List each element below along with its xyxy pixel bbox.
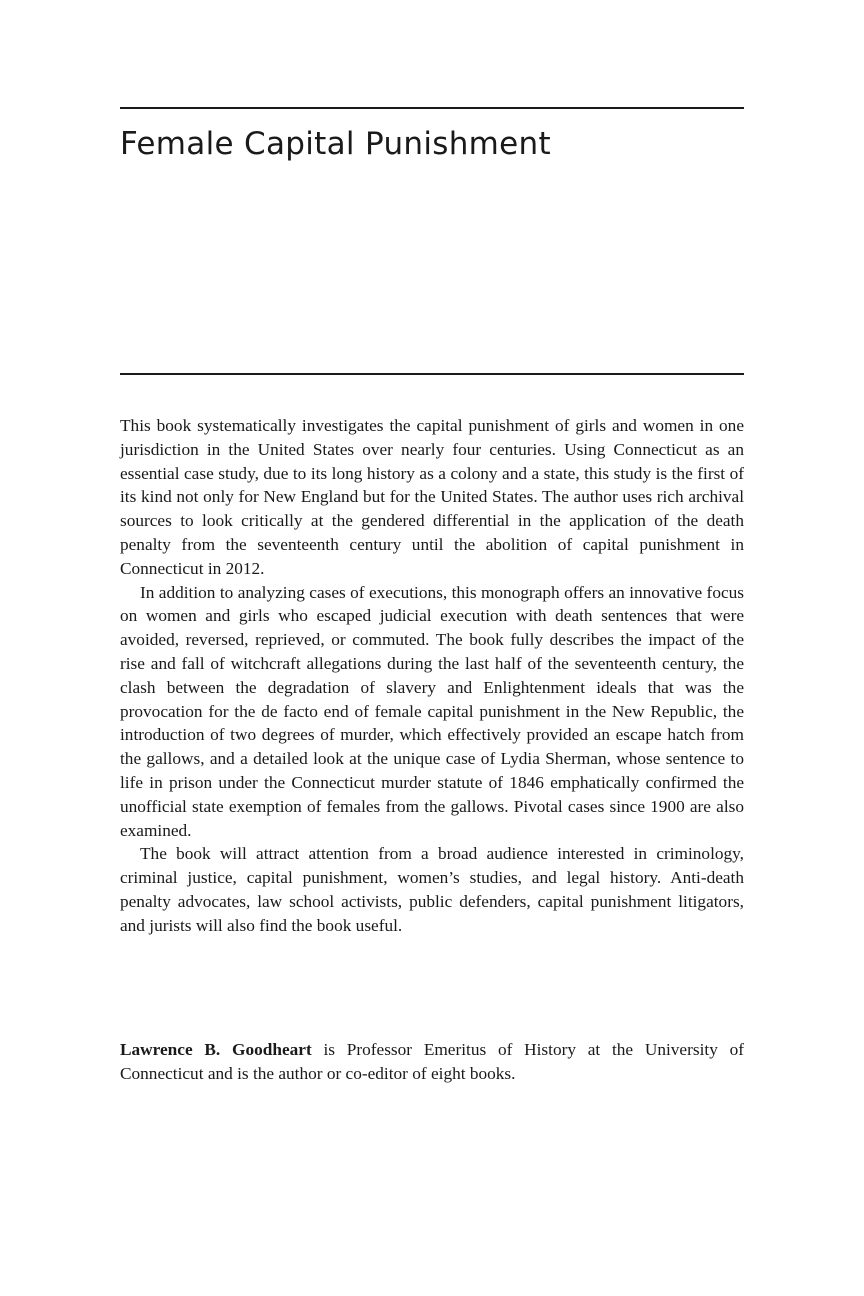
book-title: Female Capital Punishment xyxy=(120,126,551,162)
description-paragraph: In addition to analyzing cases of executions, this monograph offers an innovative focus on women and girls who escaped judicial execution with death sentences that were avoided, reversed, reprieved, or commuted. The book fully describes the impact of the rise and fall of witchcraft allegations during the last half of the seventeenth century, the clash between the degradation of slavery and Enlightenment ideals that was the provocation for the de facto end of female capital punishment in the New Republic, the introduction of two degrees of murder, which effectively provided an escape hatch from the gallows, and a detailed look at the unique case of Lydia Sherman, whose sentence to life in prison under the Connecticut murder statute of 1846 emphatically confirmed the unofficial state exemption of females from the gallows. Pivotal cases since 1900 are also examined. xyxy=(120,582,744,840)
author-name: Lawrence B. Goodheart xyxy=(120,1040,312,1059)
author-bio xyxy=(120,1038,744,1086)
author-bio-text: is Professor Emeritus of History at the University of Connecticut and is the author or co-editor of eight books. xyxy=(120,1040,744,1083)
description-paragraph: The book will attract attention from a broad audience interested in criminology, criminal justice, capital punishment, women’s studies, and legal history. Anti-death penalty advocates, law school activists, public defenders, capital punishment litigators, and jurists will also find the book useful. xyxy=(120,844,744,935)
title-bottom-rule xyxy=(120,373,744,375)
description-paragraph: This book systematically investigates the capital punishment of girls and women in one jurisdiction in the United States over nearly four centuries. Using Connecticut as an essential case study, due to its long history as a colony and a state, this study is the first of its kind not only for New England but for the United States. The author uses rich archival sources to look critically at the gendered differential in the application of the death penalty from the seventeenth century until the abolition of capital punishment in Connecticut in 2012. xyxy=(120,416,744,578)
book-description xyxy=(120,414,744,938)
top-rule xyxy=(120,107,744,109)
